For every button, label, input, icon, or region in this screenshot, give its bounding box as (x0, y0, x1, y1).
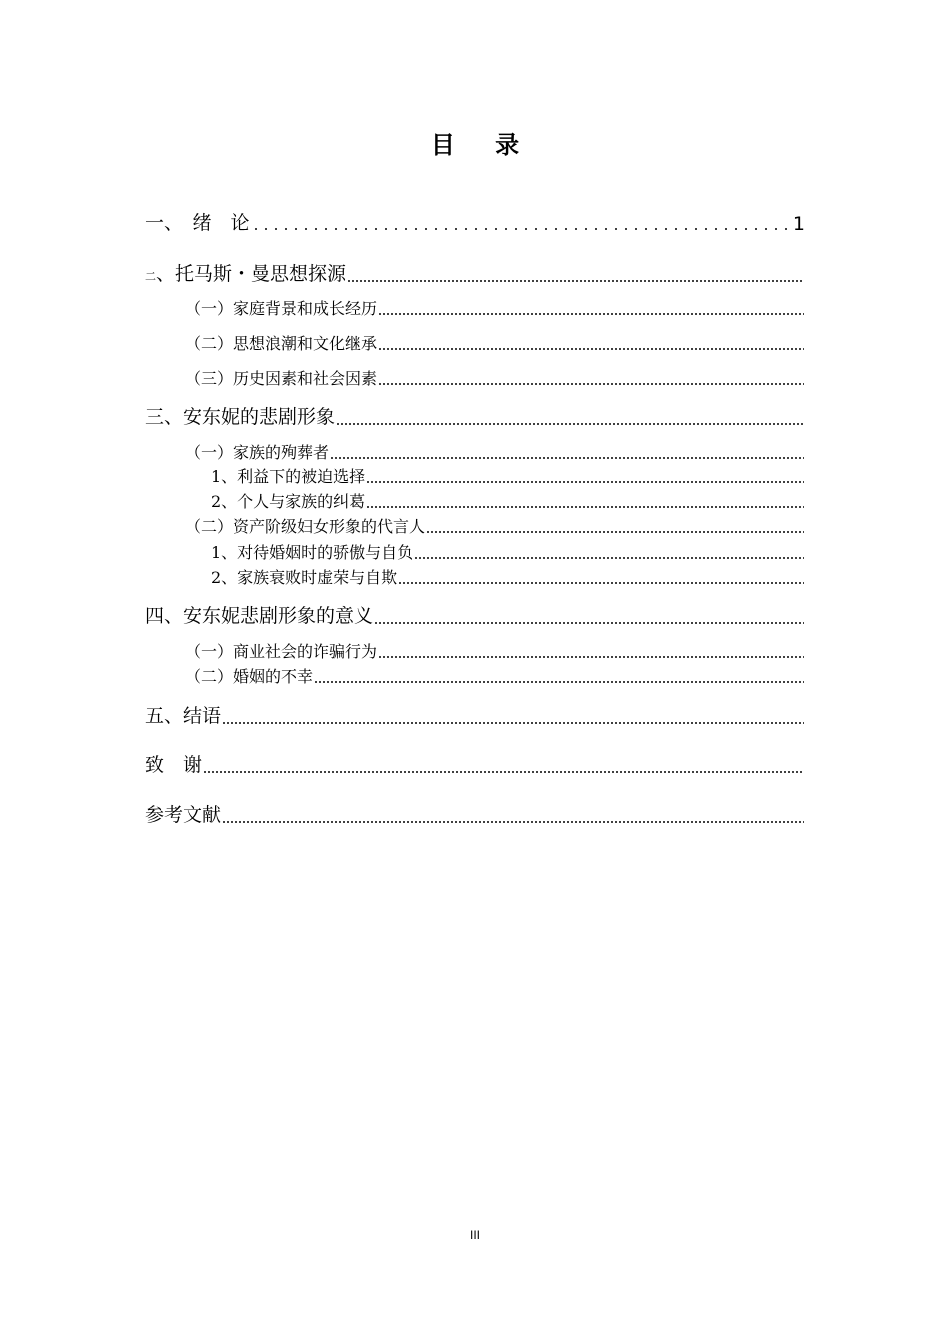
dot-leader (347, 279, 804, 283)
dot-leader (330, 456, 804, 460)
toc-entry-label: 、托马斯・曼思想探源 (156, 263, 347, 285)
toc-entry-label: （二）婚姻的不幸 (185, 667, 314, 686)
toc-entry-bourgeois-women[interactable] (185, 514, 805, 537)
toc-entry-label: 一、 绪 论 (145, 212, 250, 234)
dot-leader (426, 530, 804, 534)
toc-entry-label: 五、结语 (145, 705, 222, 727)
toc-entry-label: 致 谢 (145, 754, 203, 776)
toc-entry-label: （一）家族的殉葬者 (185, 443, 330, 462)
toc-entry-label: 2、家族衰败时虚荣与自欺 (211, 568, 398, 587)
toc-entry-label: （二）资产阶级妇女形象的代言人 (185, 517, 426, 536)
toc-entry-family-background[interactable] (185, 296, 805, 319)
dot-leader (222, 721, 804, 725)
toc-entry-individual-vs-family[interactable] (211, 489, 805, 512)
toc-entry-pride-in-marriage[interactable] (211, 540, 805, 563)
toc-entry-introduction[interactable] (145, 208, 805, 235)
toc-entry-number: 二 (145, 270, 156, 283)
toc-entry-acknowledgements[interactable] (145, 750, 805, 777)
toc-entry-label: 2、个人与家族的纠葛 (211, 492, 366, 511)
dot-leader (378, 347, 804, 351)
dot-leader (378, 382, 804, 386)
toc-entry-tragic-image[interactable] (145, 402, 805, 429)
toc-entry-family-sacrifice[interactable] (185, 440, 805, 463)
dot-leader (378, 655, 804, 659)
toc-entry-label: 四、安东妮悲剧形象的意义 (145, 605, 374, 627)
toc-entry-commercial-fraud[interactable] (185, 639, 805, 662)
toc-entry-unhappy-marriage[interactable] (185, 664, 805, 687)
toc-entry-label: 三、安东妮的悲剧形象 (145, 406, 336, 428)
toc-entry-conclusion[interactable] (145, 701, 805, 728)
dot-leader (414, 556, 804, 560)
dot-leader (366, 505, 804, 509)
toc-entry-label: 1、利益下的被迫选择 (211, 467, 366, 486)
dot-leader (378, 312, 804, 316)
dot-leader (203, 770, 804, 774)
dot-leader (336, 422, 804, 426)
toc-entry-forced-choice[interactable] (211, 464, 805, 487)
page-title: 目 录 (430, 131, 536, 159)
toc-entry-label: （一）商业社会的诈骗行为 (185, 642, 378, 661)
dot-leader (398, 581, 804, 585)
dot-leader (251, 227, 792, 231)
toc-entry-label: 参考文献 (145, 804, 222, 826)
toc-entry-label: 1、对待婚姻时的骄傲与自负 (211, 543, 414, 562)
toc-entry-thomas-mann-origins[interactable] (145, 259, 805, 286)
toc-entry-vanity-self-deception[interactable] (211, 565, 805, 588)
dot-leader (374, 621, 804, 625)
page-footer-number: III (469, 1228, 480, 1242)
toc-entry-label: （三）历史因素和社会因素 (185, 369, 378, 388)
dot-leader (222, 820, 804, 824)
toc-entry-significance[interactable] (145, 601, 805, 628)
toc-entry-historical-factors[interactable] (185, 366, 805, 389)
dot-leader (366, 480, 804, 484)
toc-entry-label: （二）思想浪潮和文化继承 (185, 334, 378, 353)
toc-entry-thought-trends[interactable] (185, 331, 805, 354)
toc-entry-label: （一）家庭背景和成长经历 (185, 299, 378, 318)
dot-leader (314, 680, 804, 684)
toc-page-number: 1 (792, 213, 805, 235)
toc-entry-references[interactable] (145, 800, 805, 827)
